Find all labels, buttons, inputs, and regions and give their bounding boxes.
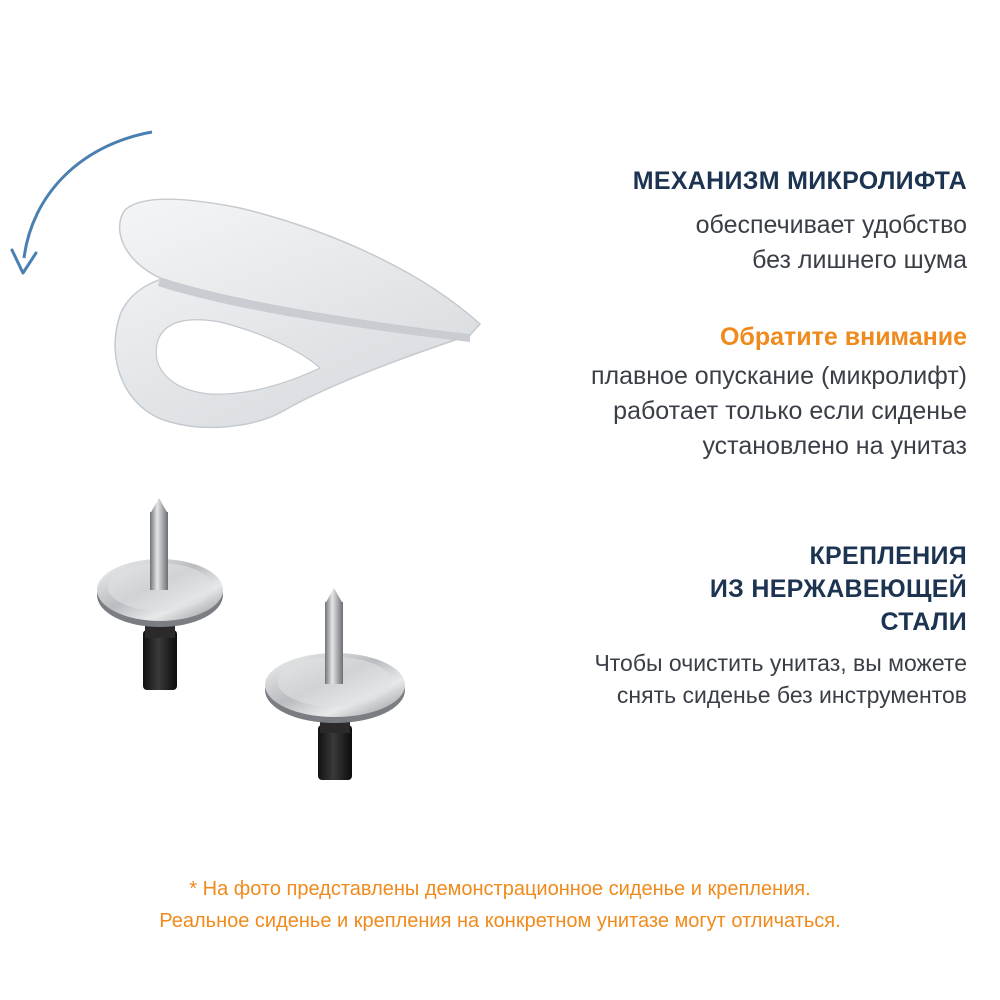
fasteners-title-line-3: СТАЛИ xyxy=(880,608,967,636)
fasteners-image xyxy=(85,490,445,790)
fasteners-title xyxy=(594,540,967,639)
microlift-line-1: обеспечивает удобство xyxy=(695,211,967,239)
notice-line-3: установлено на унитаз xyxy=(702,432,967,460)
fasteners-line-2: снять сиденье без инструментов xyxy=(616,682,967,708)
microlift-line-2: без лишнего шума xyxy=(752,246,967,274)
microlift-title: МЕХАНИЗМ МИКРОЛИФТА xyxy=(632,167,967,195)
microlift-section xyxy=(633,165,967,278)
notice-description xyxy=(591,359,967,464)
fasteners-line-1: Чтобы очистить унитаз, вы можете xyxy=(594,650,967,676)
notice-line-2: работает только если сиденье xyxy=(613,397,967,425)
footnote-line-2: Реальное сиденье и крепления на конкретном унитазе могут отличаться. xyxy=(159,910,841,932)
fastener-left xyxy=(97,498,223,690)
fasteners-description xyxy=(594,647,967,711)
fasteners-section xyxy=(594,540,967,711)
footnote-line-1: * На фото представлены демонстрационное сиденье и крепления. xyxy=(189,878,811,900)
fasteners-title-line-1: КРЕПЛЕНИЯ xyxy=(809,542,967,570)
toilet-seat-image xyxy=(0,110,500,470)
fastener-right xyxy=(265,588,405,780)
fasteners-title-line-2: ИЗ НЕРЖАВЕЮЩЕЙ xyxy=(709,575,967,603)
notice-line-1: плавное опускание (микролифт) xyxy=(590,362,967,390)
notice-section xyxy=(591,321,967,464)
microlift-description xyxy=(633,208,967,278)
footnote xyxy=(0,873,1000,937)
notice-title: Обратите внимание xyxy=(719,323,967,351)
